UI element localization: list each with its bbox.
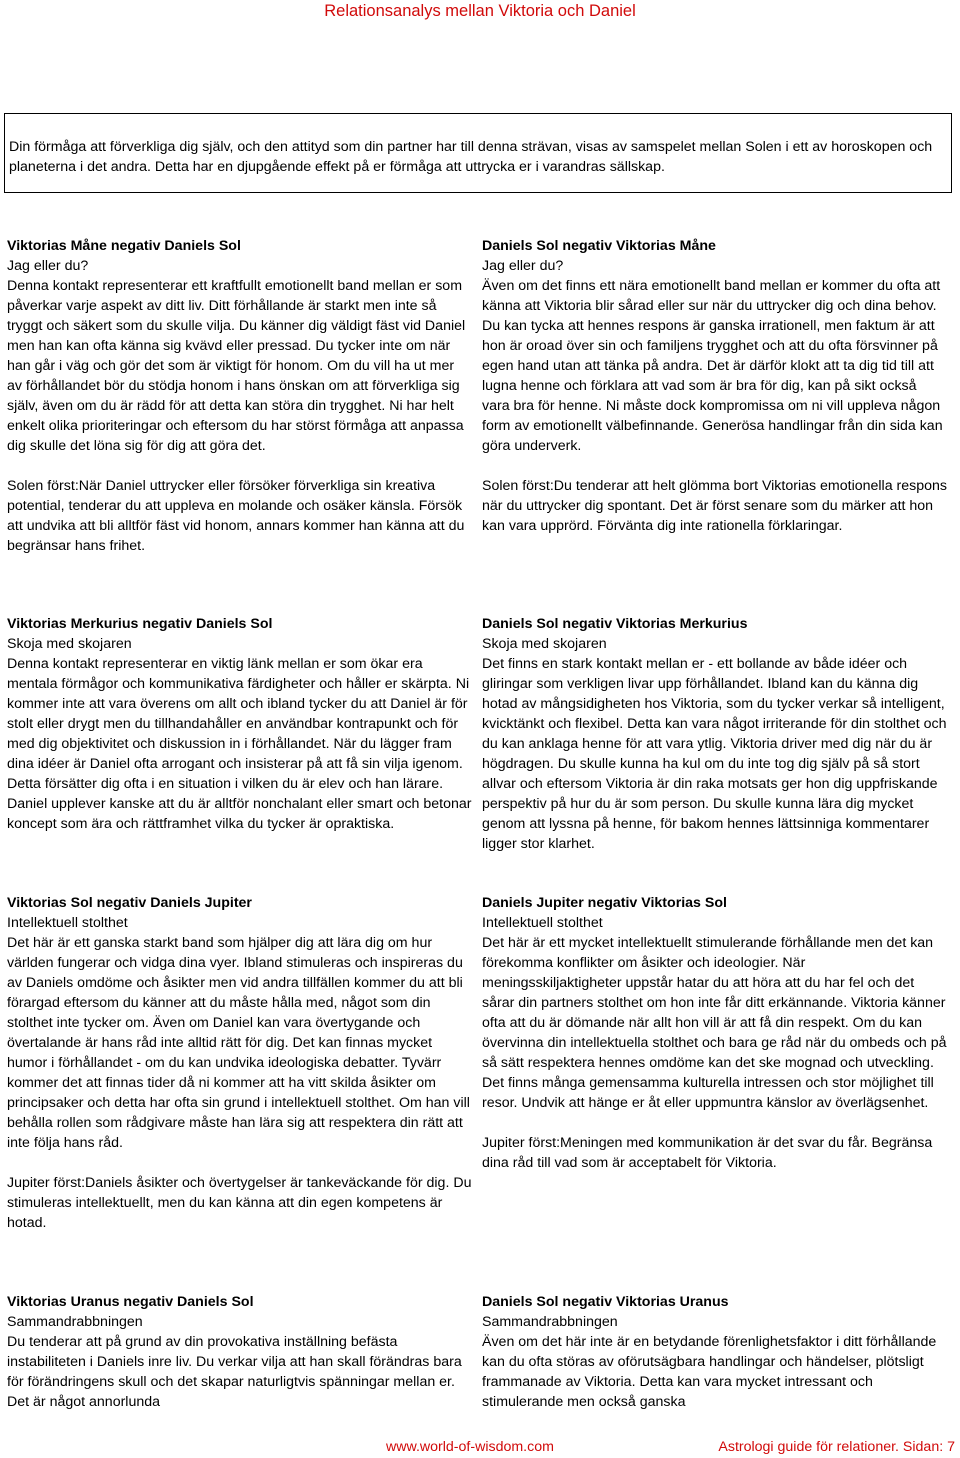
section-title: Viktorias Uranus negativ Daniels Sol xyxy=(7,1294,254,1310)
section-subtitle: Skoja med skojaren xyxy=(482,636,607,652)
intro-box xyxy=(4,113,952,193)
section-title: Viktorias Måne negativ Daniels Sol xyxy=(7,238,241,254)
section-title: Viktorias Merkurius negativ Daniels Sol xyxy=(7,616,273,632)
section-subtitle: Intellektuell stolthet xyxy=(7,915,128,931)
footer-page xyxy=(718,1437,955,1457)
section-title: Daniels Sol negativ Viktorias Uranus xyxy=(482,1294,729,1310)
section-right-1 xyxy=(482,236,947,536)
footer-page-label: Astrologi guide för relationer. Sidan: 7 xyxy=(718,1439,955,1455)
footer-url-text[interactable]: www.world-of-wisdom.com xyxy=(386,1439,554,1455)
section-left-4 xyxy=(7,1292,472,1412)
section-body: Det finns en stark kontakt mellan er - ett bollande av både idéer och gliringar som verkligen livar upp förhållandet. Ibland kan du känna dig hotad av mångsidigheten hos Viktoria, som du tycker verkar så intelligent, kvicktänkt och flexibel. Detta kan vara något irriterande för din stolthet och du kan anklaga henne för att vara ytlig. Viktoria driver med dig när du är högdragen. Du skulle kunna ha kul om du inte tog dig själv på så stort allvar och eftersom Viktoria är din raka motsats ger hon dig uppfriskande perspektiv på hur du är som person. Du skulle kunna lära dig mycket genom att lyssna på henne, för bakom hennes lättsinniga kommentarer ligger stor klarhet. xyxy=(482,656,947,852)
section-body: Denna kontakt representerar ett kraftfullt emotionellt band mellan er som påverkar varje aspekt av ditt liv. Ditt förhållande är starkt men inte så tryggt och säkert som du skulle vilja. Du känner dig väldigt fäst vid Daniel men han kan ofta känna sig kvävd eller pressad. Du tycker inte om när han går i väg och gör det som är viktigt för honom. Om du vill ha ut mer av förhållandet bör du stödja honom i hans önskan om att förverkliga sig själv, även om du är rädd för att detta kan störa din trygghet. Ni har helt enkelt olika prioriteringar och eftersom du har störst förmåga att anpassa dig skulle det löna sig för dig att göra det. xyxy=(7,278,466,454)
section-right-4 xyxy=(482,1292,947,1412)
section-body: Det här är ett mycket intellektuellt stimulerande förhållande men det kan förekomma konflikter om åsikter och ideologier. När meningsskiljaktigheter uppstår hatar du att höra att du har fel och det sårar din partners stolthet om hon inte får ditt erkännande. Viktoria känner ofta att du är dömande när allt hon vill är att få din respekt. Om du kan övervinna din intellektuella stolthet och bara ge råd när du ombeds och på så sätt respektera hennes omdöme kan det ske mognad och utveckling. Det finns många gemensamma kulturella intressen och stor möjlighet till resor. Undvik att hänge er åt eller uppmuntra känslor av överlägsenhet. xyxy=(482,935,947,1111)
section-extra: Jupiter först:Daniels åsikter och övertygelser är tankeväckande för dig. Du stimuleras intellektuellt, men du kan känna att din egen kompetens är hotad. xyxy=(7,1175,472,1231)
section-extra: Jupiter först:Meningen med kommunikation är det svar du får. Begränsa dina råd till vad som är acceptabelt för Viktoria. xyxy=(482,1135,933,1171)
intro-text: Din förmåga att förverkliga dig själv, och den attityd som din partner har till denna strävan, visas av samspelet mellan Solen i ett av horoskopen och planeterna i det andra. Detta har en djupgående effekt på er förmåga att uttrycka er i varandras sällskap. xyxy=(9,139,933,175)
section-subtitle: Jag eller du? xyxy=(7,258,89,274)
section-right-2 xyxy=(482,614,947,854)
section-title: Daniels Sol negativ Viktorias Merkurius xyxy=(482,616,748,632)
section-subtitle: Sammandrabbningen xyxy=(7,1314,143,1330)
section-title: Daniels Sol negativ Viktorias Måne xyxy=(482,238,716,254)
section-subtitle: Intellektuell stolthet xyxy=(482,915,603,931)
section-right-3 xyxy=(482,893,947,1173)
section-body: Även om det finns ett nära emotionellt band mellan er kommer du ofta att känna att Viktoria blir sårad eller sur när du uttrycker dig och dina behov. Du kan tycka att hennes respons är ganska irrationell, men faktum är att hon är oroad över sin och familjens trygghet och att du ofta försvinner på egen hand utan att tänka på andra. Det är därför klokt att ta dig tid till att lugna henne och förklara att vad som är bra för dig, kan på sikt också vara bra för henne. Ni måste dock kompromissa om ni vill uppleva någon form av emotionellt välbefinnande. Generösa handlingar från din sida kan göra underverk. xyxy=(482,278,943,454)
section-left-3 xyxy=(7,893,472,1233)
section-left-1 xyxy=(7,236,472,556)
section-body: Det här är ett ganska starkt band som hjälper dig att lära dig om hur världen fungerar och vidga dina vyer. Ibland stimuleras och inspireras du av Daniels omdöme och åsikter men vid andra tillfällen kommer du att bli förargad eftersom du känner att du måste hålla med, något som din stolthet inte tycker om. Även om Daniel kan vara övertygande och övertalande är hans råd inte alltid rätt för dig. Det kan finnas mycket humor i förhållandet - om du kan undvika ideologiska debatter. Tyvärr kommer det att finnas tider då ni kommer att ha vitt skilda åsikter om principsaker och detta har ofta sin grund i intellektuell stolthet. Om han vill behålla rollen som rådgivare måste han lära sig att respektera din rätt att inte följa hans råd. xyxy=(7,935,470,1151)
section-body: Denna kontakt representerar en viktig länk mellan er som ökar era mentala förmågor och kommunikativa färdigheter och håller er skärpta. Ni kommer inte att vara överens om allt och ibland tycker du att Daniel är för stolt eller drygt men du tillhandahåller en användbar kontrapunkt och för med dig objektivitet och diskussion in i förhållandet. När du lägger fram dina idéer är Daniel ofta arrogant och insisterar på att få sin vilja igenom. Detta försätter dig ofta i en situation i vilken du är elev och han lärare. Daniel upplever kanske att du är alltför nonchalant eller smart och betonar koncept som ära och rättframhet vilka du tycker är opraktiska. xyxy=(7,656,472,832)
section-subtitle: Sammandrabbningen xyxy=(482,1314,618,1330)
section-title: Viktorias Sol negativ Daniels Jupiter xyxy=(7,895,252,911)
section-extra: Solen först:Du tenderar att helt glömma bort Viktorias emotionella respons när du uttrycker dig spontant. Det är först senare som du märker att hon kan vara upprörd. Förvänta dig inte rationella förklaringar. xyxy=(482,478,948,534)
footer-url[interactable] xyxy=(386,1437,554,1457)
section-body: Du tenderar att på grund av din provokativa inställning befästa instabiliteten i Daniels inre liv. Du verkar vilja att han skall förändras bara för förändringens skull och det skapar naturligtvis spänningar mellan er. Det är något annorlunda xyxy=(7,1334,462,1410)
section-body: Även om det här inte är en betydande förenlighetsfaktor i ditt förhållande kan du ofta störas av oförutsägbara handlingar och händelser, plötsligt frammanade av Viktoria. Detta kan vara mycket intressant och stimulerande men också ganska xyxy=(482,1334,937,1410)
section-extra: Solen först:När Daniel uttrycker eller försöker förverkliga sin kreativa potential, tenderar du att uppleva en molande och osäker känsla. Försök att undvika att bli alltför fäst vid honom, annars kommer han känna att du begränsar hans frihet. xyxy=(7,478,465,554)
section-title: Daniels Jupiter negativ Viktorias Sol xyxy=(482,895,727,911)
section-subtitle: Jag eller du? xyxy=(482,258,564,274)
section-subtitle: Skoja med skojaren xyxy=(7,636,132,652)
document-header xyxy=(0,1,960,23)
header-title: Relationsanalys mellan Viktoria och Daniel xyxy=(324,2,636,20)
section-left-2 xyxy=(7,614,472,834)
